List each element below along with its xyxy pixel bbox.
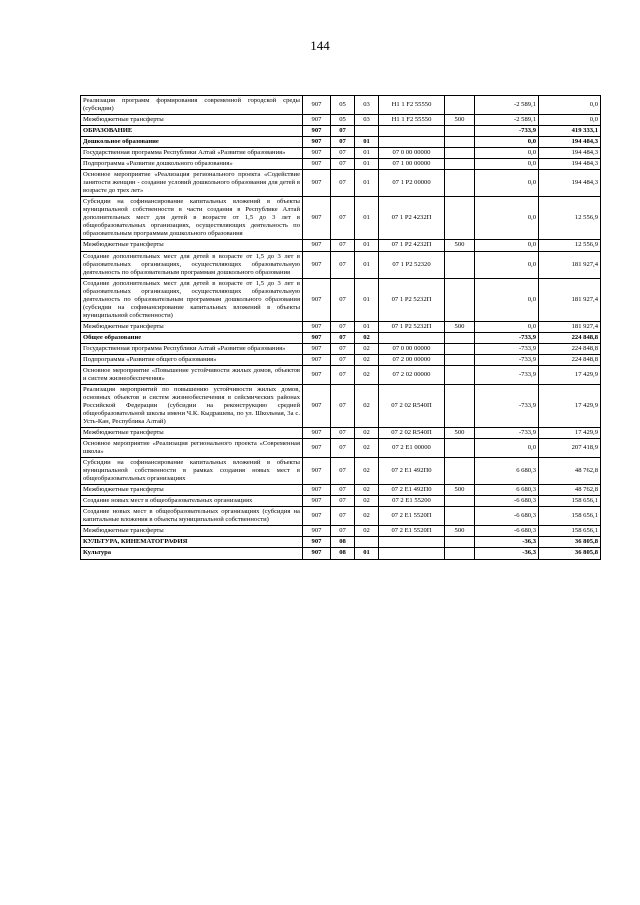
cell-name: Государственная программа Республики Алтай «Развитие образования» <box>81 148 303 159</box>
table-row <box>81 507 601 526</box>
cell-change-amount: -733,9 <box>475 428 539 439</box>
cell-subsection: 01 <box>355 240 379 251</box>
table-row <box>81 126 601 137</box>
cell-expense-type <box>445 354 475 365</box>
cell-target-article: 07 2 E1 5520П <box>379 507 445 526</box>
cell-name: Создание дополнительных мест для детей в возрасте от 1,5 до 3 лет в образовательных организациях, осуществляющих образовательную деятельность по образовательным программам дошкольного образования <box>81 251 303 278</box>
cell-expense-type: 500 <box>445 115 475 126</box>
cell-name: Реализация мероприятий по повышению устойчивости жилых домов, основных объектов и систем жизнеобеспечения в сейсмических районах Российской Федерации (субсидии на реконструкцию средней общеобразовательной школы имени Ч.К. Кыдрашева, по ул. Школьная, 3а с. Усть-Кан, Республика Алтай) <box>81 384 303 427</box>
cell-name: Межбюджетные трансферты <box>81 428 303 439</box>
cell-change-amount: -733,9 <box>475 354 539 365</box>
cell-ministry-code: 907 <box>303 170 331 197</box>
cell-section: 07 <box>331 343 355 354</box>
cell-expense-type <box>445 537 475 548</box>
cell-target-article: 07 2 E1 55200 <box>379 496 445 507</box>
cell-name: Межбюджетные трансферты <box>81 321 303 332</box>
cell-change-amount: -733,9 <box>475 126 539 137</box>
cell-section: 07 <box>331 148 355 159</box>
cell-subsection: 02 <box>355 428 379 439</box>
cell-target-article: 07 2 02 R540П <box>379 428 445 439</box>
cell-section: 07 <box>331 365 355 384</box>
cell-change-amount: -2 589,1 <box>475 115 539 126</box>
cell-total-amount: 181 927,4 <box>539 321 601 332</box>
cell-subsection <box>355 537 379 548</box>
cell-section: 07 <box>331 507 355 526</box>
cell-ministry-code: 907 <box>303 332 331 343</box>
cell-subsection: 02 <box>355 458 379 485</box>
cell-ministry-code: 907 <box>303 428 331 439</box>
cell-target-article: 07 1 P2 4232П <box>379 197 445 240</box>
cell-total-amount: 224 848,8 <box>539 354 601 365</box>
cell-section: 07 <box>331 240 355 251</box>
cell-expense-type <box>445 148 475 159</box>
cell-total-amount: 194 484,3 <box>539 148 601 159</box>
cell-expense-type <box>445 384 475 427</box>
cell-expense-type <box>445 332 475 343</box>
cell-section: 07 <box>331 332 355 343</box>
cell-expense-type: 500 <box>445 428 475 439</box>
cell-subsection: 02 <box>355 365 379 384</box>
cell-name: Создание дополнительных мест для детей в возрасте от 1,5 до 3 лет в образовательных организациях, осуществляющих образовательную деятельность по образовательным программам дошкольного образования (субсидии на софинансирование капитальных вложений в объекты муниципальной собственности) <box>81 278 303 321</box>
cell-expense-type <box>445 278 475 321</box>
cell-change-amount: 0,0 <box>475 170 539 197</box>
cell-change-amount: -6 680,3 <box>475 496 539 507</box>
cell-section: 07 <box>331 170 355 197</box>
cell-ministry-code: 907 <box>303 365 331 384</box>
cell-subsection: 01 <box>355 148 379 159</box>
cell-change-amount: 0,0 <box>475 439 539 458</box>
budget-table <box>80 95 601 560</box>
cell-total-amount: 181 927,4 <box>539 251 601 278</box>
table-row <box>81 148 601 159</box>
cell-subsection: 01 <box>355 170 379 197</box>
cell-subsection: 02 <box>355 485 379 496</box>
cell-section: 07 <box>331 384 355 427</box>
cell-total-amount: 158 656,1 <box>539 496 601 507</box>
cell-total-amount: 36 805,8 <box>539 548 601 559</box>
cell-total-amount: 17 429,9 <box>539 428 601 439</box>
cell-change-amount: 0,0 <box>475 148 539 159</box>
cell-expense-type <box>445 496 475 507</box>
cell-target-article <box>379 137 445 148</box>
cell-ministry-code: 907 <box>303 321 331 332</box>
cell-subsection: 01 <box>355 159 379 170</box>
cell-ministry-code: 907 <box>303 251 331 278</box>
cell-name: Основное мероприятие «Повышение устойчивости жилых домов, объектов и систем жизнеобеспечения» <box>81 365 303 384</box>
cell-total-amount: 194 484,3 <box>539 137 601 148</box>
cell-section: 07 <box>331 251 355 278</box>
cell-ministry-code: 907 <box>303 278 331 321</box>
cell-section: 08 <box>331 548 355 559</box>
table-row <box>81 384 601 427</box>
cell-subsection: 03 <box>355 115 379 126</box>
cell-target-article: 07 1 P2 4232П <box>379 240 445 251</box>
cell-target-article: 07 2 E1 00000 <box>379 439 445 458</box>
table-row <box>81 321 601 332</box>
table-row <box>81 96 601 115</box>
table-row <box>81 115 601 126</box>
cell-expense-type <box>445 365 475 384</box>
cell-change-amount: 0,0 <box>475 321 539 332</box>
cell-target-article: 07 1 P2 52320 <box>379 251 445 278</box>
cell-ministry-code: 907 <box>303 159 331 170</box>
cell-total-amount: 48 762,8 <box>539 485 601 496</box>
cell-target-article: Н1 1 F2 55550 <box>379 115 445 126</box>
cell-expense-type <box>445 458 475 485</box>
cell-name: КУЛЬТУРА, КИНЕМАТОГРАФИЯ <box>81 537 303 548</box>
cell-total-amount: 36 805,8 <box>539 537 601 548</box>
cell-ministry-code: 907 <box>303 148 331 159</box>
cell-ministry-code: 907 <box>303 354 331 365</box>
cell-name: Межбюджетные трансферты <box>81 240 303 251</box>
cell-section: 05 <box>331 115 355 126</box>
cell-change-amount: -36,3 <box>475 537 539 548</box>
budget-table-body <box>81 96 601 560</box>
cell-total-amount: 224 848,8 <box>539 332 601 343</box>
cell-ministry-code: 907 <box>303 485 331 496</box>
table-row <box>81 458 601 485</box>
cell-expense-type <box>445 137 475 148</box>
cell-expense-type <box>445 170 475 197</box>
table-row <box>81 240 601 251</box>
cell-section: 07 <box>331 278 355 321</box>
cell-target-article: 07 1 00 00000 <box>379 159 445 170</box>
cell-change-amount: 0,0 <box>475 240 539 251</box>
cell-target-article: 07 2 02 00000 <box>379 365 445 384</box>
cell-name: Основное мероприятие «Реализация регионального проекта «Содействие занятости женщин - создание условий дошкольного образования для детей в возрасте до трех лет» <box>81 170 303 197</box>
cell-name: Подпрограмма «Развитие общего образования» <box>81 354 303 365</box>
cell-change-amount: 0,0 <box>475 159 539 170</box>
table-row <box>81 496 601 507</box>
cell-expense-type: 500 <box>445 526 475 537</box>
cell-total-amount: 419 333,1 <box>539 126 601 137</box>
cell-subsection: 01 <box>355 321 379 332</box>
cell-subsection: 02 <box>355 384 379 427</box>
cell-target-article: Н1 1 F2 55550 <box>379 96 445 115</box>
cell-target-article <box>379 537 445 548</box>
cell-expense-type <box>445 96 475 115</box>
table-row <box>81 354 601 365</box>
cell-subsection: 02 <box>355 354 379 365</box>
table-row <box>81 170 601 197</box>
cell-section: 07 <box>331 526 355 537</box>
cell-expense-type <box>445 548 475 559</box>
cell-name: Межбюджетные трансферты <box>81 485 303 496</box>
cell-ministry-code: 907 <box>303 548 331 559</box>
table-row <box>81 548 601 559</box>
cell-target-article <box>379 332 445 343</box>
cell-subsection: 02 <box>355 332 379 343</box>
cell-change-amount: -733,9 <box>475 384 539 427</box>
table-row <box>81 439 601 458</box>
cell-change-amount: 0,0 <box>475 197 539 240</box>
cell-expense-type: 500 <box>445 485 475 496</box>
cell-target-article: 07 0 00 00000 <box>379 343 445 354</box>
cell-name: Межбюджетные трансферты <box>81 526 303 537</box>
cell-subsection: 01 <box>355 251 379 278</box>
cell-total-amount: 158 656,1 <box>539 526 601 537</box>
cell-target-article: 07 1 P2 5232П <box>379 321 445 332</box>
cell-ministry-code: 907 <box>303 458 331 485</box>
cell-change-amount: -6 680,3 <box>475 526 539 537</box>
cell-total-amount: 207 418,9 <box>539 439 601 458</box>
cell-ministry-code: 907 <box>303 115 331 126</box>
cell-name: Субсидии на софинансирование капитальных вложений в объекты муниципальной собственности в части создания в Республике Алтай дополнительных мест для детей в возрасте от 1,5 до 3 лет в общеобразовательных организациях, осуществляющих деятельность по образовательным программам дошкольного образования <box>81 197 303 240</box>
cell-subsection: 01 <box>355 278 379 321</box>
cell-total-amount: 48 762,8 <box>539 458 601 485</box>
cell-change-amount: 6 680,3 <box>475 485 539 496</box>
cell-expense-type: 500 <box>445 240 475 251</box>
cell-section: 07 <box>331 458 355 485</box>
cell-expense-type <box>445 507 475 526</box>
cell-change-amount: -733,9 <box>475 332 539 343</box>
page-number: 144 <box>310 38 330 53</box>
cell-name: Подпрограмма «Развитие дошкольного образования» <box>81 159 303 170</box>
cell-expense-type <box>445 439 475 458</box>
cell-expense-type <box>445 343 475 354</box>
cell-name: ОБРАЗОВАНИЕ <box>81 126 303 137</box>
cell-section: 08 <box>331 537 355 548</box>
cell-total-amount: 194 484,3 <box>539 159 601 170</box>
cell-section: 07 <box>331 197 355 240</box>
cell-total-amount: 12 556,9 <box>539 197 601 240</box>
cell-ministry-code: 907 <box>303 126 331 137</box>
table-row <box>81 159 601 170</box>
cell-target-article: 07 1 P2 5232П <box>379 278 445 321</box>
cell-section: 07 <box>331 485 355 496</box>
cell-subsection: 01 <box>355 548 379 559</box>
cell-total-amount: 0,0 <box>539 96 601 115</box>
cell-ministry-code: 907 <box>303 137 331 148</box>
cell-section: 07 <box>331 496 355 507</box>
cell-subsection: 02 <box>355 439 379 458</box>
cell-target-article: 07 2 E1 5520П <box>379 526 445 537</box>
cell-subsection <box>355 126 379 137</box>
cell-target-article <box>379 548 445 559</box>
cell-expense-type: 500 <box>445 321 475 332</box>
table-row <box>81 332 601 343</box>
table-row <box>81 197 601 240</box>
cell-total-amount: 17 429,9 <box>539 384 601 427</box>
cell-section: 07 <box>331 126 355 137</box>
cell-change-amount: -733,9 <box>475 365 539 384</box>
cell-section: 05 <box>331 96 355 115</box>
cell-target-article <box>379 126 445 137</box>
cell-name: Межбюджетные трансферты <box>81 115 303 126</box>
cell-ministry-code: 907 <box>303 496 331 507</box>
cell-total-amount: 194 484,3 <box>539 170 601 197</box>
cell-target-article: 07 2 E1 492П0 <box>379 485 445 496</box>
cell-change-amount: 0,0 <box>475 251 539 278</box>
table-row <box>81 278 601 321</box>
table-row <box>81 526 601 537</box>
cell-section: 07 <box>331 137 355 148</box>
cell-change-amount: 6 680,3 <box>475 458 539 485</box>
cell-ministry-code: 907 <box>303 240 331 251</box>
cell-ministry-code: 907 <box>303 439 331 458</box>
cell-name: Дошкольное образование <box>81 137 303 148</box>
cell-section: 07 <box>331 354 355 365</box>
cell-section: 07 <box>331 321 355 332</box>
cell-subsection: 02 <box>355 507 379 526</box>
cell-total-amount: 17 429,9 <box>539 365 601 384</box>
cell-total-amount: 181 927,4 <box>539 278 601 321</box>
table-row <box>81 537 601 548</box>
cell-section: 07 <box>331 159 355 170</box>
cell-change-amount: -6 680,3 <box>475 507 539 526</box>
cell-total-amount: 0,0 <box>539 115 601 126</box>
cell-ministry-code: 907 <box>303 537 331 548</box>
cell-change-amount: -2 589,1 <box>475 96 539 115</box>
cell-expense-type <box>445 197 475 240</box>
cell-target-article: 07 2 00 00000 <box>379 354 445 365</box>
cell-ministry-code: 907 <box>303 197 331 240</box>
cell-ministry-code: 907 <box>303 343 331 354</box>
cell-section: 07 <box>331 439 355 458</box>
cell-subsection: 03 <box>355 96 379 115</box>
cell-subsection: 01 <box>355 137 379 148</box>
cell-total-amount: 224 848,8 <box>539 343 601 354</box>
cell-ministry-code: 907 <box>303 96 331 115</box>
cell-subsection: 01 <box>355 197 379 240</box>
cell-change-amount: -733,9 <box>475 343 539 354</box>
cell-subsection: 02 <box>355 496 379 507</box>
cell-expense-type <box>445 251 475 278</box>
cell-name: Создание новых мест в общеобразовательных организациях (субсидия на капитальные вложения в объекты муниципальной собственности) <box>81 507 303 526</box>
cell-name: Культура <box>81 548 303 559</box>
cell-target-article: 07 0 00 00000 <box>379 148 445 159</box>
cell-section: 07 <box>331 428 355 439</box>
cell-ministry-code: 907 <box>303 507 331 526</box>
cell-target-article: 07 1 P2 00000 <box>379 170 445 197</box>
cell-expense-type <box>445 159 475 170</box>
table-row <box>81 137 601 148</box>
table-row <box>81 251 601 278</box>
table-row <box>81 365 601 384</box>
cell-subsection: 02 <box>355 343 379 354</box>
cell-total-amount: 12 556,9 <box>539 240 601 251</box>
cell-change-amount: -36,3 <box>475 548 539 559</box>
cell-name: Субсидии на софинансирование капитальных вложений в объекты муниципальной собственности в рамках создания новых мест в общеобразовательных организациях <box>81 458 303 485</box>
cell-subsection: 02 <box>355 526 379 537</box>
cell-expense-type <box>445 126 475 137</box>
cell-ministry-code: 907 <box>303 384 331 427</box>
cell-name: Государственная программа Республики Алтай «Развитие образования» <box>81 343 303 354</box>
table-row <box>81 343 601 354</box>
cell-change-amount: 0,0 <box>475 137 539 148</box>
cell-total-amount: 158 656,1 <box>539 507 601 526</box>
cell-ministry-code: 907 <box>303 526 331 537</box>
cell-change-amount: 0,0 <box>475 278 539 321</box>
cell-name: Реализация программ формирования современной городской среды (субсидии) <box>81 96 303 115</box>
cell-target-article: 07 2 E1 492П0 <box>379 458 445 485</box>
cell-name: Создание новых мест в общеобразовательных организациях <box>81 496 303 507</box>
table-row <box>81 428 601 439</box>
cell-name: Основное мероприятие «Реализация регионального проекта «Современная школа» <box>81 439 303 458</box>
table-row <box>81 485 601 496</box>
cell-target-article: 07 2 02 R540П <box>379 384 445 427</box>
cell-name: Общее образование <box>81 332 303 343</box>
